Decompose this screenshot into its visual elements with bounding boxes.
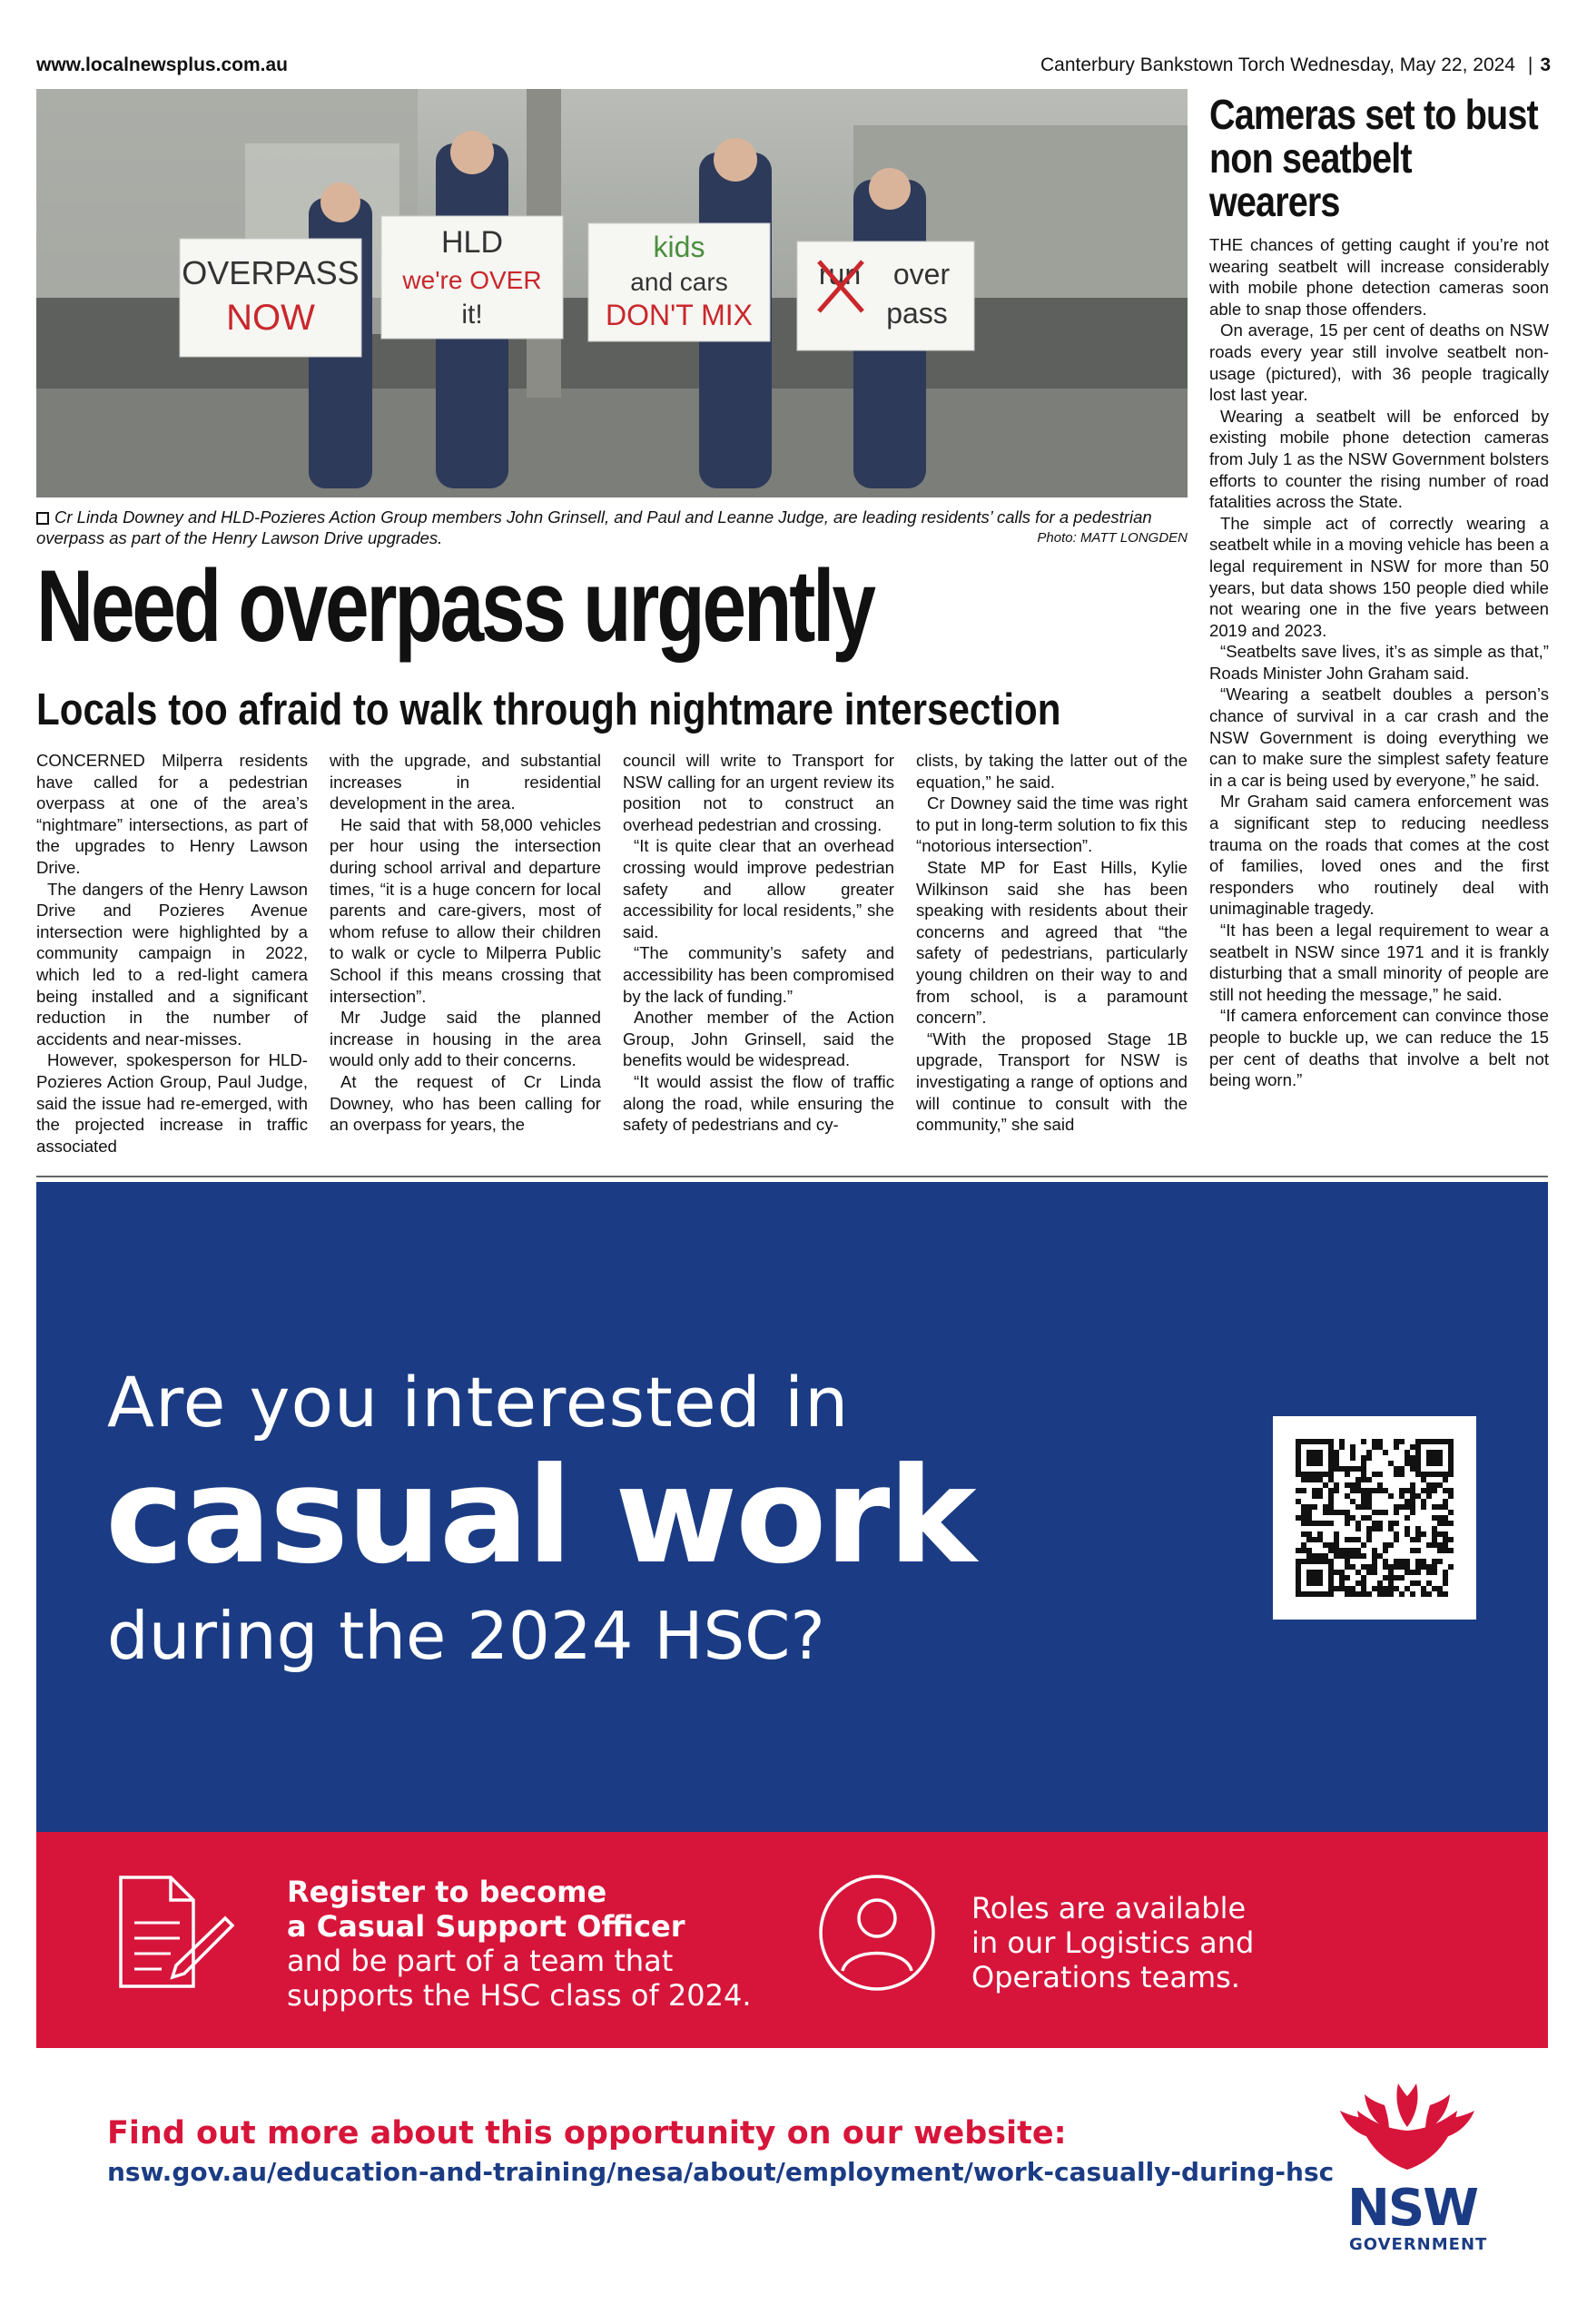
sign-text: NOW — [226, 298, 315, 338]
sidebar-paragraph: Wearing a seatbelt will be enforced by existing mobile phone detection cameras from July 1 as the NSW Government bolsters efforts to counter the rising number of road fatalities across the State. — [1209, 406, 1549, 512]
article-column-2 — [330, 750, 601, 1163]
sign-text: HLD — [440, 225, 504, 260]
article-paragraph: Cr Downey said the time was right to put in long-term solution to fix this “notorious intersection”. — [916, 793, 1188, 856]
article-column-3 — [623, 750, 894, 1163]
person-icon — [817, 1873, 937, 1997]
caption-marker-icon — [36, 512, 49, 525]
ad-website-link[interactable]: nsw.gov.au/education-and-training/nesa/about/employment/work-casually-during-hsc — [107, 2157, 1335, 2187]
publication-date: Wednesday, May 22, 2024 — [1290, 54, 1515, 75]
sign-text: it! — [461, 300, 483, 330]
qr-code[interactable] — [1273, 1416, 1476, 1620]
page-number: 3 — [1540, 54, 1551, 75]
register-heading-1: Register to become — [287, 1875, 607, 1909]
photo-caption — [36, 507, 1188, 548]
article-body — [36, 750, 1188, 1163]
qr-code-icon — [1273, 1416, 1476, 1620]
nsw-logo-text: NSW — [1347, 2179, 1477, 2238]
publication-name: Canterbury Bankstown Torch — [1040, 54, 1286, 75]
ad-line-2: casual work — [105, 1439, 975, 1593]
article-paragraph: At the request of Cr Linda Downey, who has been calling for an overpass for years, the — [330, 1071, 601, 1135]
sidebar-paragraph: THE chances of getting caught if you’re not wearing seatbelt will increase considerably with mobile phone detection cameras soon able to snap those offenders. — [1209, 235, 1549, 319]
sidebar-paragraph: “Wearing a seatbelt doubles a person’s chance of survival in a car crash and the NSW Government is doing everything we can to make sure the simplest safety feature in a car is being used by everyone,” he said. — [1209, 684, 1549, 790]
document-pen-icon — [107, 1873, 234, 1995]
sidebar-paragraph: “If camera enforcement can convince those people to buckle up, we can reduce the 15 per cent of deaths that involve a belt not being worn.” — [1209, 1006, 1549, 1090]
article-paragraph: with the upgrade, and substantial increases in residential development in the area. — [330, 751, 601, 813]
find-out-more: Find out more about this opportunity on our website: — [107, 2115, 1067, 2152]
sign-text: over — [892, 258, 951, 290]
sign-text: run — [818, 258, 862, 290]
ad-line-3: during the 2024 HSC? — [107, 1598, 825, 1674]
sign-text: OVERPASS — [182, 254, 360, 291]
roles-text: Roles are available in our Logistics and Operations teams. — [971, 1891, 1255, 1994]
sidebar-paragraph: “It has been a legal requirement to wear a seatbelt in NSW since 1971 and it is frankly disturbing that a small minority of people are still not heeding the message,” he said. — [1209, 921, 1549, 1004]
register-body: and be part of a team that supports the HSC class of 2024. — [287, 1944, 752, 2013]
sign-text: kids — [653, 231, 705, 263]
sign-text: pass — [886, 297, 948, 330]
article-subhead: Locals too afraid to walk through nightmare intersection — [36, 685, 1061, 734]
register-text — [287, 1875, 759, 2013]
sidebar-paragraph: The simple act of correctly wearing a seatbelt while in a moving vehicle has been a legal requirement in NSW for more than 50 years, but data shows 150 people died while not wearing one in the five years between 2019 and 2023. — [1209, 513, 1549, 640]
article-paragraph: Mr Judge said the planned increase in housing in the area would only add to their concerns. — [330, 1008, 601, 1070]
sidebar-headline: Cameras set to bust non seatbelt wearers — [1209, 91, 1538, 225]
article-paragraph: “It would assist the flow of traffic along the road, while ensuring the safety of pedestrians and cy- — [623, 1071, 894, 1135]
header-separator: | — [1527, 54, 1533, 75]
register-heading-2: a Casual Support Officer — [287, 1909, 685, 1944]
sign-text: DON'T MIX — [606, 299, 753, 331]
government-logo-text: GOVERNMENT — [1349, 2235, 1488, 2254]
sidebar-paragraph: Mr Graham said camera enforcement was a significant step to reducing needless trauma on the roads that comes at the cost of families, loved ones and the first responders who routinely deal with unimaginable tragedy. — [1209, 792, 1549, 919]
sidebar-paragraph: “Seatbelts save lives, it’s as simple as that,” Roads Minister John Graham said. — [1209, 642, 1549, 683]
article-headline: Need overpass urgently — [36, 549, 873, 663]
sign-text: we're OVER — [402, 266, 542, 294]
article-paragraph: CONCERNED Milperra residents have called for a pedestrian overpass at one of the area’s “nightmare” intersections, as part of the upgrades to Henry Lawson Drive. — [36, 751, 308, 877]
article-paragraph: “The community’s safety and accessibility has been compromised by the lack of funding.” — [623, 943, 894, 1006]
photo-credit: Photo: MATT LONGDEN — [1037, 530, 1188, 546]
sidebar-paragraph: On average, 15 per cent of deaths on NSW roads every year still involve seatbelt non-usage (pictured), with 36 people tragically lost last year. — [1209, 320, 1549, 405]
article-paragraph: Another member of the Action Group, John Grinsell, said the benefits would be widespread. — [623, 1008, 894, 1070]
ad-banner-red — [36, 1832, 1548, 2048]
nsw-waratah-logo-icon — [1335, 2074, 1498, 2183]
sign-text: and cars — [630, 268, 728, 296]
article-column-1 — [36, 750, 308, 1163]
article-paragraph: He said that with 58,000 vehicles per hour using the intersection during school arrival and departure times, “it is a huge concern for local parents and care-givers, most of whom refuse to allow their children to walk or cycle to Milperra Public School if this means crossing that intersection”. — [330, 814, 601, 1006]
ad-line-1: Are you interested in — [107, 1362, 850, 1443]
photo-illustration — [36, 89, 1188, 497]
article-paragraph: “With the proposed Stage 1B upgrade, Transport for NSW is investigating a range of options and will continue to consult with the community,” she said — [916, 1029, 1188, 1135]
article-paragraph: The dangers of the Henry Lawson Drive and Pozieres Avenue intersection were highlighted by a community campaign in 2022, which led to a red-light camera being installed and a significant reduction in the number of accidents and near-misses. — [36, 879, 308, 1049]
article-paragraph: clists, by taking the latter out of the equation,” he said. — [916, 751, 1188, 792]
article-paragraph: However, spokesperson for HLD-Pozieres Action Group, Paul Judge, said the issue had re-emerged, with the projected increase in traffic associated — [36, 1050, 308, 1156]
article-column-4 — [916, 750, 1188, 1163]
article-paragraph: council will write to Transport for NSW calling for an urgent review its position not to construct an overhead pedestrian and crossing. — [623, 751, 894, 834]
article-paragraph: “It is quite clear that an overhead crossing would improve pedestrian safety and allow greater accessibility for local residents,” she said. — [623, 836, 894, 941]
caption-text: Cr Linda Downey and HLD-Pozieres Action Group members John Grinsell, and Paul and Leanne Judge, are leading residents’ calls for a pedestrian overpass as part of the Henry Lawson Drive upgrades. — [36, 507, 1152, 547]
sidebar-article — [1209, 93, 1549, 1091]
section-divider — [36, 1176, 1548, 1177]
page-header-info — [1040, 54, 1551, 76]
article-paragraph: State MP for East Hills, Kylie Wilkinson said she has been speaking with residents about their concerns and agreed that “the safety of pedestrians, particularly young children on their way to and from school, is a paramount concern”. — [916, 857, 1188, 1028]
protest-photo — [36, 89, 1188, 497]
site-url[interactable]: www.localnewsplus.com.au — [36, 54, 288, 75]
